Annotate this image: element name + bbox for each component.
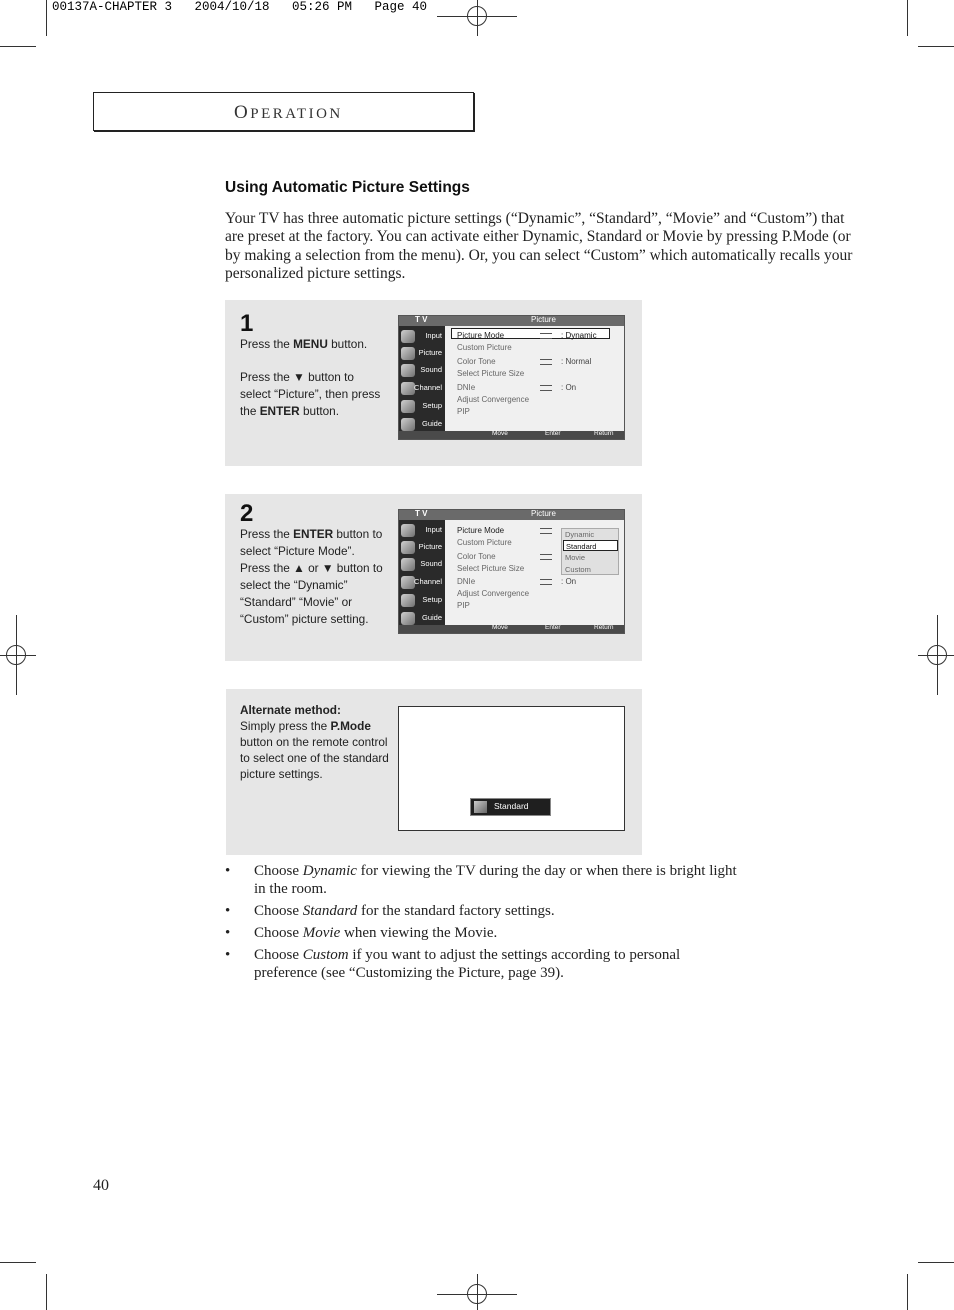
- sidebar-item-picture[interactable]: Picture: [399, 539, 445, 556]
- menu-item-pip[interactable]: PIP: [457, 601, 470, 610]
- submenu-arrow-icon: [540, 528, 552, 534]
- registration-line: [16, 615, 17, 695]
- list-item: • Choose Custom if you want to adjust the settings according to personal preference (see “Customizing the Picture, page 39).: [225, 947, 681, 981]
- return-hint: Return: [594, 624, 614, 631]
- sidebar-item-channel[interactable]: Channel: [399, 574, 445, 591]
- tv-menu-screen-2: [398, 509, 625, 634]
- alternate-method-text: Alternate method: Simply press the P.Mode button on the remote control to select one of the standard picture settings.: [240, 703, 389, 781]
- tv-menu-list: [445, 326, 624, 432]
- move-hint: Move: [492, 624, 508, 631]
- move-hint: Move: [492, 430, 508, 437]
- list-item: • Choose Dynamic for viewing the TV during the day or when there is bright light in the room.: [225, 863, 737, 897]
- osd-label: Standard: [494, 801, 529, 811]
- sidebar-item-channel[interactable]: Channel: [399, 380, 445, 397]
- dropdown-option-dynamic[interactable]: Dynamic: [565, 530, 595, 539]
- submenu-arrow-icon: [540, 359, 552, 365]
- crop-mark: [907, 1274, 908, 1310]
- crop-mark: [46, 0, 47, 36]
- setup-icon: [401, 594, 415, 607]
- menu-item-custom-picture[interactable]: Custom Picture: [457, 343, 512, 352]
- tv-menu-footer: [399, 625, 624, 633]
- color-tone-value: : Normal: [561, 357, 592, 366]
- step-1-text: Press the MENU button. Press the ▼ button to select “Picture”, then press the ENTER button.: [240, 337, 381, 418]
- registration-line: [937, 615, 938, 695]
- registration-line: [0, 655, 36, 656]
- return-hint: Return: [594, 430, 614, 437]
- menu-item-select-picture-size[interactable]: Select Picture Size: [457, 369, 525, 378]
- dropdown-option-movie[interactable]: Movie: [565, 553, 586, 562]
- crop-mark: [0, 46, 36, 47]
- picture-icon: [474, 801, 487, 813]
- section-title: OPERATION: [234, 102, 343, 123]
- sound-icon: [401, 364, 415, 377]
- dropdown-option-custom[interactable]: Custom: [565, 565, 591, 574]
- guide-icon: [401, 612, 415, 625]
- input-icon: [401, 330, 415, 343]
- picture-mode-dropdown[interactable]: [561, 528, 619, 575]
- menu-item-pip[interactable]: PIP: [457, 407, 470, 416]
- menu-item-adjust-convergence[interactable]: Adjust Convergence: [457, 589, 530, 598]
- menu-item-select-picture-size[interactable]: Select Picture Size: [457, 564, 525, 573]
- tv-menu-header: T V Picture: [399, 510, 624, 520]
- step-2-text: Press the ENTER button to select “Picture Mode”. Press the ▲ or ▼ button to select the “Dynamic” “Standard” “Movie” or “Custom” picture setting.: [240, 527, 383, 626]
- menu-item-dnie[interactable]: DNIe: [457, 383, 476, 392]
- crop-mark: [918, 46, 954, 47]
- submenu-arrow-icon: [540, 554, 552, 560]
- list-item: • Choose Standard for the standard factory settings.: [225, 903, 555, 919]
- crop-mark: [46, 1274, 47, 1310]
- dnie-value: : On: [561, 577, 577, 586]
- sidebar-item-guide[interactable]: Guide: [399, 610, 445, 627]
- step-2-number: 2: [240, 500, 254, 527]
- registration-line: [477, 1274, 478, 1310]
- menu-item-custom-picture[interactable]: Custom Picture: [457, 538, 512, 547]
- tv-menu-header: T V Picture: [399, 316, 624, 326]
- sidebar-item-sound[interactable]: Sound: [399, 362, 445, 379]
- sidebar-item-guide[interactable]: Guide: [399, 416, 445, 433]
- picture-mode-value: : Dynamic: [561, 331, 597, 340]
- tv-sidebar: [399, 326, 445, 434]
- step-1-number: 1: [240, 310, 254, 337]
- sidebar-item-setup[interactable]: Setup: [399, 592, 445, 609]
- section-header: [93, 92, 474, 131]
- tv-sidebar: [399, 520, 445, 628]
- sound-icon: [401, 558, 415, 571]
- input-icon: [401, 524, 415, 537]
- sidebar-item-setup[interactable]: Setup: [399, 398, 445, 415]
- sidebar-item-input[interactable]: Input: [399, 522, 445, 539]
- setup-icon: [401, 400, 415, 413]
- page-heading: Using Automatic Picture Settings: [225, 179, 470, 196]
- tv-menu-list: [445, 520, 624, 626]
- crop-mark: [0, 1262, 36, 1263]
- slug-line: 00137A-CHAPTER 3 2004/10/18 05:26 PM Page 40: [52, 0, 428, 14]
- menu-item-color-tone[interactable]: Color Tone: [457, 552, 496, 561]
- menu-item-dnie[interactable]: DNIe: [457, 577, 476, 586]
- submenu-arrow-icon: [540, 385, 552, 391]
- menu-item-picture-mode[interactable]: Picture Mode: [457, 331, 505, 340]
- sidebar-item-sound[interactable]: Sound: [399, 556, 445, 573]
- picture-icon: [401, 541, 415, 554]
- guide-icon: [401, 418, 415, 431]
- registration-line: [477, 0, 478, 36]
- picture-icon: [401, 347, 415, 360]
- dropdown-option-standard[interactable]: Standard: [563, 540, 618, 551]
- tv-screen-osd: [398, 706, 625, 831]
- menu-item-picture-mode[interactable]: Picture Mode: [457, 526, 505, 535]
- registration-line: [918, 655, 954, 656]
- submenu-arrow-icon: [540, 579, 552, 585]
- sidebar-item-picture[interactable]: Picture: [399, 345, 445, 362]
- alternate-method-title: Alternate method:: [240, 703, 341, 717]
- menu-item-adjust-convergence[interactable]: Adjust Convergence: [457, 395, 530, 404]
- page-number: 40: [93, 1177, 109, 1194]
- enter-hint: Enter: [545, 624, 561, 631]
- crop-mark: [918, 1262, 954, 1263]
- crop-mark: [907, 0, 908, 36]
- submenu-arrow-icon: [540, 333, 552, 339]
- channel-icon: [401, 576, 415, 589]
- tv-menu-screen-1: [398, 315, 625, 440]
- menu-item-color-tone[interactable]: Color Tone: [457, 357, 496, 366]
- channel-icon: [401, 382, 415, 395]
- intro-paragraph: Your TV has three automatic picture settings (“Dynamic”, “Standard”, “Movie” and “Custom”) that are preset at the factory. You can activate either Dynamic, Standard or Movie by pressing P.Mode (or by making a selection from the menu). Or, you can select “Custom” which automatically recalls your personalized picture settings.: [225, 210, 853, 282]
- picture-mode-osd: [470, 798, 551, 816]
- enter-hint: Enter: [545, 430, 561, 437]
- tv-menu-footer: [399, 431, 624, 439]
- list-item: • Choose Movie when viewing the Movie.: [225, 925, 498, 941]
- sidebar-item-input[interactable]: Input: [399, 328, 445, 345]
- dnie-value: : On: [561, 383, 577, 392]
- bullet-list: [225, 862, 745, 986]
